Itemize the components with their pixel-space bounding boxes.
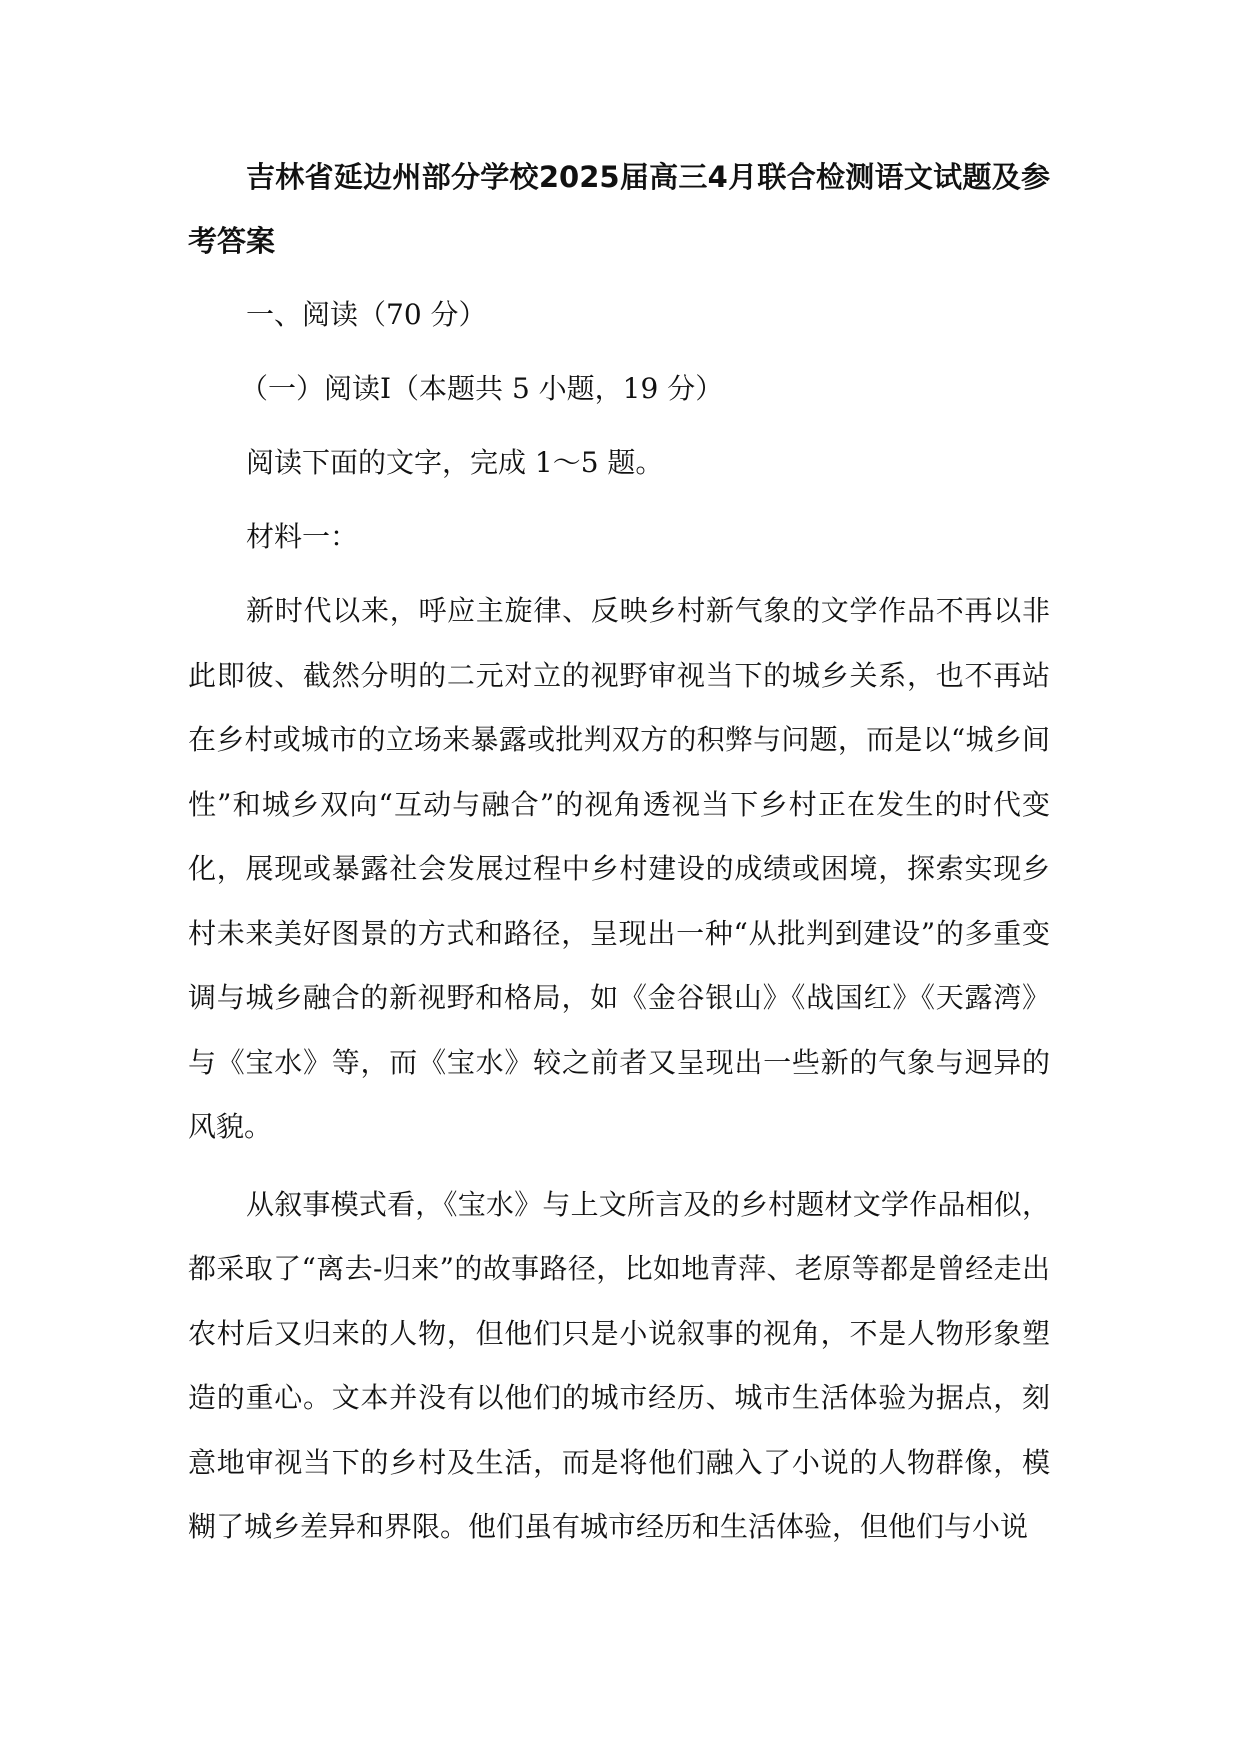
subsection-heading: （一）阅读Ⅰ（本题共 5 小题，19 分） [240,372,724,405]
instruction-text: 阅读下面的文字，完成 1～5 题。 [246,446,664,479]
body-paragraph: 从叙事模式看，《宝水》与上文所言及的乡村题材文学作品相似，都采取了“离去-归来”的故事路径，比如地青萍、老原等都是曾经走出农村后又归来的人物，但他们只是小说叙事的视角，不是人物形象塑造的重心。文本并没有以他们的城市经历、城市生活体验为据点，刻意地审视当下的乡村及生活，而是将他们融入了小说的人物群像，模糊了城乡差异和界限。他们虽有城市经历和生活体验，但他们与小说 [188,1187,1050,1543]
document-body [188,145,1050,1573]
document-title: 吉林省延边州部分学校2025届高三4月联合检测语文试题及参考答案 [188,160,1050,258]
section-heading: 一、阅读（70 分） [246,298,487,331]
body-paragraph: 新时代以来，呼应主旋律、反映乡村新气象的文学作品不再以非此即彼、截然分明的二元对立的视野审视当下的城乡关系，也不再站在乡村或城市的立场来暴露或批判双方的积弊与问题，而是以“城乡间性”和城乡双向“互动与融合”的视角透视当下乡村正在发生的时代变化，展现或暴露社会发展过程中乡村建设的成绩或困境，探索实现乡村未来美好图景的方式和路径，呈现出一种“从批判到建设”的多重变调与城乡融合的新视野和格局，如《金谷银山》《战国红》《天露湾》与《宝水》等，而《宝水》较之前者又呈现出一些新的气象与迥异的风貌。 [188,594,1050,1143]
material-label: 材料一： [246,520,359,553]
